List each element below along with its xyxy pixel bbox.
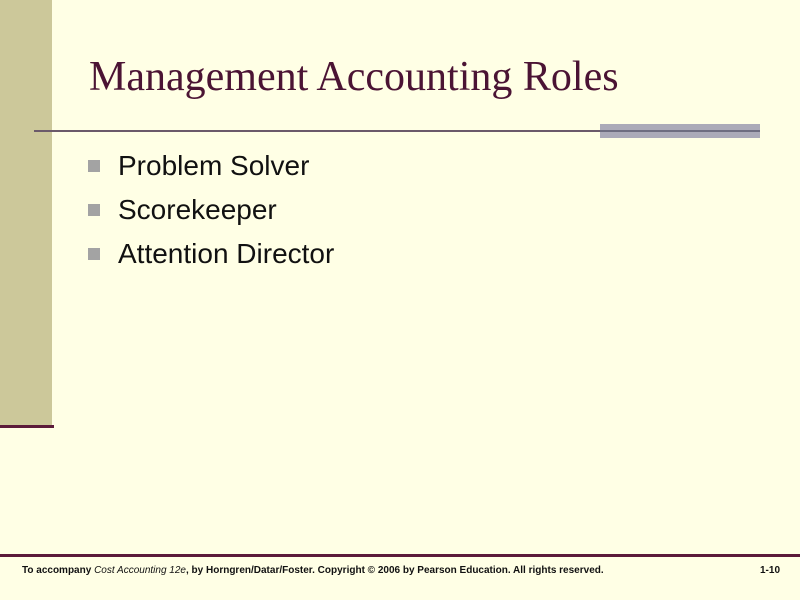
- bullet-item: [88, 144, 334, 188]
- footer-suffix: , by Horngren/Datar/Foster. Copyright © 2006 by Pearson Education. All rights reserved.: [185, 565, 604, 576]
- footer-divider: [0, 554, 800, 557]
- left-accent-bar: [0, 0, 52, 426]
- bullet-item: [88, 188, 334, 232]
- bullet-text: Attention Director: [118, 238, 335, 269]
- page-number: 1-10: [759, 565, 780, 576]
- footer-copyright: [22, 565, 604, 576]
- bullet-list: [88, 144, 334, 276]
- bullet-item: [88, 232, 334, 276]
- square-bullet-icon: [88, 248, 100, 260]
- left-bar-rule: [0, 425, 54, 428]
- title-divider-accent-line: [600, 130, 760, 132]
- footer-book-title: Cost Accounting 12e: [94, 565, 186, 576]
- bullet-text: Problem Solver: [118, 150, 310, 181]
- slide-title: Management Accounting Roles: [89, 54, 619, 100]
- bullet-text: Scorekeeper: [118, 194, 277, 225]
- square-bullet-icon: [88, 160, 100, 172]
- footer-prefix: To accompany: [22, 565, 95, 576]
- square-bullet-icon: [88, 204, 100, 216]
